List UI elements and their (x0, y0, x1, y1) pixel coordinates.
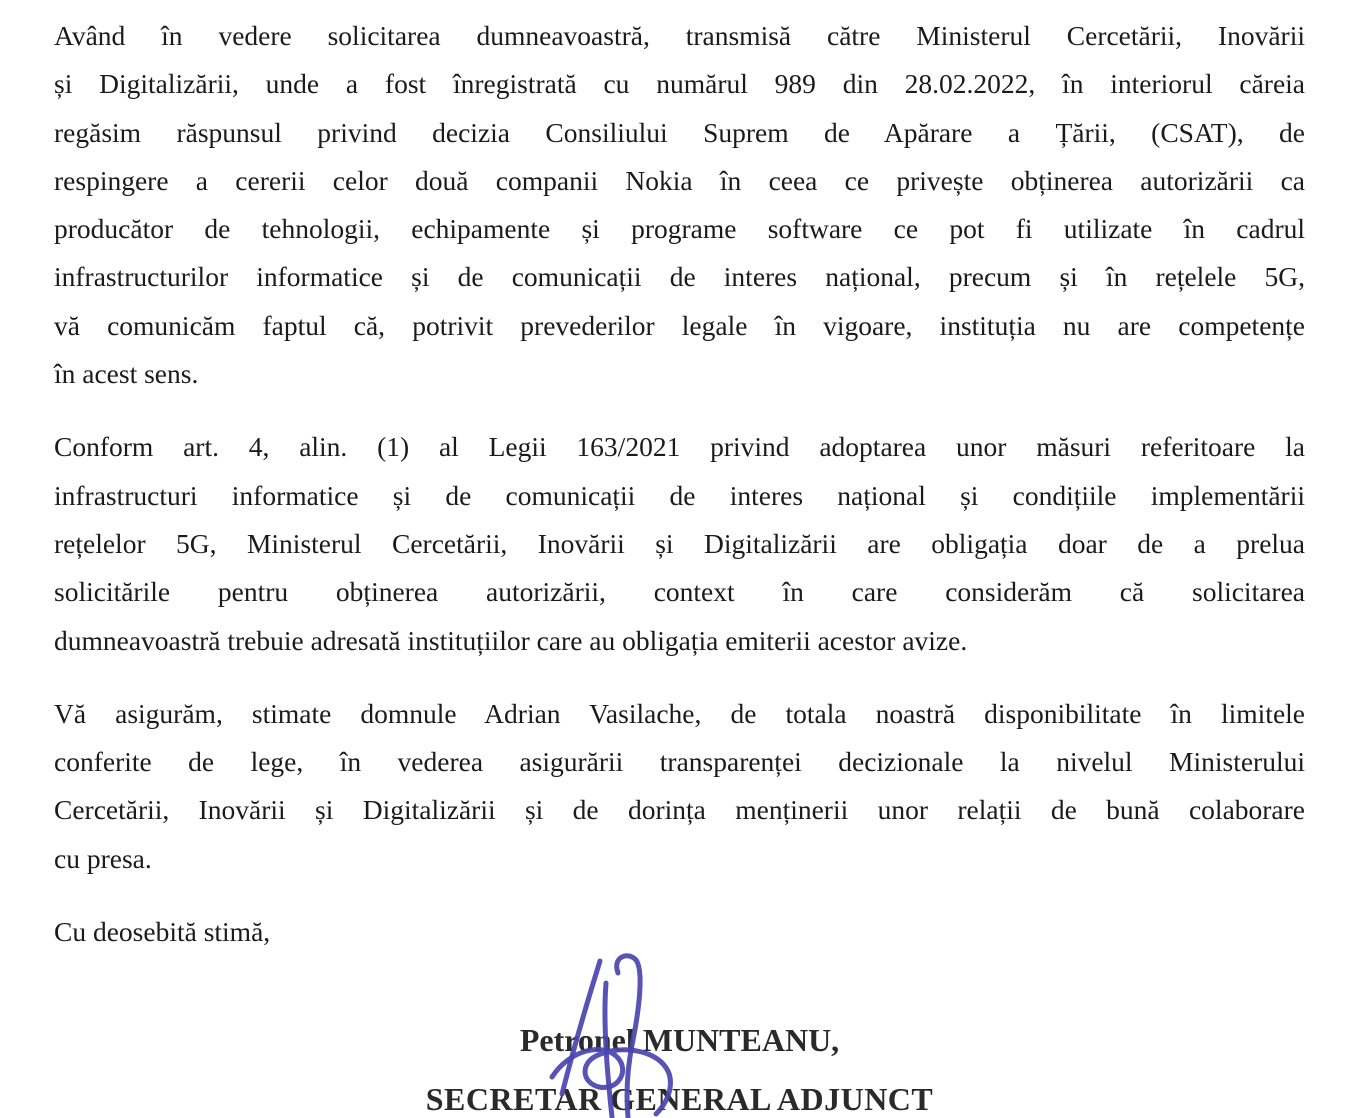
text-line: cu presa. (54, 842, 152, 874)
text-line: producător de tehnologii, echipamente și programe software ce pot fi utilizate în cadrul (54, 213, 1305, 245)
text-line: în acest sens. (54, 358, 199, 390)
text-line: și Digitalizării, unde a fost înregistrată cu numărul 989 din 28.02.2022, în interiorul căreia (54, 68, 1305, 100)
text-line: Vă asigurăm, stimate domnule Adrian Vasilache, de totala noastră disponibilitate în limitele (54, 697, 1305, 729)
text-line: dumneavoastră trebuie adresată instituțiilor care au obligația emiterii acestor avize. (54, 624, 968, 656)
paragraph (54, 12, 1305, 398)
signature-block (54, 1016, 1305, 1118)
text-line: solicitările pentru obținerea autorizării, context în care considerăm că solicitarea (54, 576, 1305, 608)
text-line: rețelelor 5G, Ministerul Cercetării, Inovării și Digitalizării are obligația doar de a prelua (54, 527, 1305, 559)
text-line: Cercetării, Inovării și Digitalizării și de dorința menținerii unor relații de bună colaborare (54, 794, 1305, 826)
text-line: infrastructuri informatice și de comunicații de interes național și condițiile implementării (54, 479, 1305, 511)
text-line: Având în vedere solicitarea dumneavoastră, transmisă către Ministerul Cercetării, Inovării (54, 20, 1305, 51)
text-line: respingere a cererii celor două companii Nokia în ceea ce privește obținerea autorizării ca (54, 164, 1305, 196)
paragraph (54, 423, 1305, 664)
signatory-title: SECRETAR GENERAL ADJUNCT (425, 1081, 934, 1118)
text-line: vă comunicăm faptul că, potrivit prevederilor legale în vigoare, instituția nu are competențe (54, 309, 1305, 341)
letter-body (54, 12, 1305, 1118)
text-line: conferite de lege, în vederea asigurării transparenței decizionale la nivelul Ministerului (54, 746, 1305, 778)
signatory-name: Petronel MUNTEANU, (519, 1022, 840, 1059)
closing-salutation: Cu deosebită stimă, (54, 916, 271, 948)
text-line: regăsim răspunsul privind decizia Consiliului Suprem de Apărare a Țării, (CSAT), de (54, 116, 1305, 148)
paragraph (54, 690, 1305, 883)
text-line: Conform art. 4, alin. (1) al Legii 163/2021 privind adoptarea unor măsuri referitoare la (54, 431, 1305, 463)
text-line: infrastructurilor informatice și de comunicații de interes național, precum și în rețelele 5G, (54, 261, 1305, 293)
